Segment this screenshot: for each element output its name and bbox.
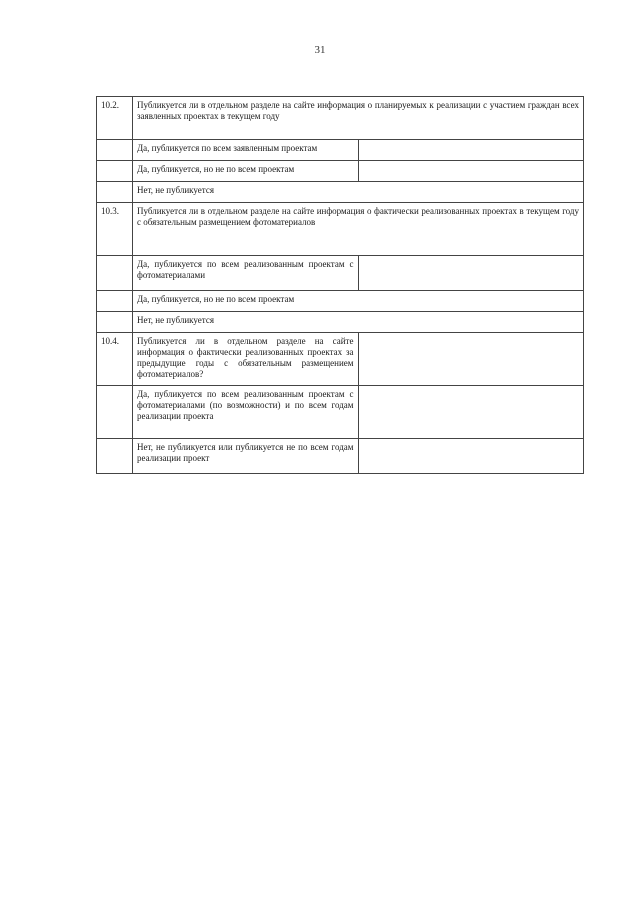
question-row — [97, 203, 584, 256]
option-row — [97, 312, 584, 333]
question-row — [97, 97, 584, 140]
option-number-cell — [97, 312, 133, 333]
option-number-cell — [97, 291, 133, 312]
option-text: Да, публикуется по всем заявленным проектам — [133, 140, 359, 161]
option-row — [97, 161, 584, 182]
option-row — [97, 439, 584, 474]
question-text: Публикуется ли в отдельном разделе на сайте информация о фактически реализованных проектах за предыдущие годы с обязательным размещением фотоматериалов? — [133, 333, 359, 386]
option-row — [97, 291, 584, 312]
option-row — [97, 182, 584, 203]
page-number: 31 — [314, 44, 326, 56]
option-text: Да, публикуется по всем реализованным проектам с фотоматериалами — [133, 256, 359, 291]
answer-cell[interactable] — [358, 140, 584, 161]
survey-table — [96, 96, 584, 474]
option-text: Нет, не публикуется или публикуется не по всем годам реализации проект — [133, 439, 359, 474]
option-number-cell — [97, 161, 133, 182]
option-text: Да, публикуется, но не по всем проектам — [133, 291, 584, 312]
option-text: Да, публикуется, но не по всем проектам — [133, 161, 359, 182]
option-number-cell — [97, 386, 133, 439]
answer-cell[interactable] — [358, 256, 584, 291]
option-text: Да, публикуется по всем реализованным проектам с фотоматериалами (по возможности) и по всем годам реализации проекта — [133, 386, 359, 439]
answer-cell[interactable] — [358, 161, 584, 182]
option-number-cell — [97, 256, 133, 291]
option-row — [97, 256, 584, 291]
question-text: Публикуется ли в отдельном разделе на сайте информация о планируемых к реализации с участием граждан всех заявленных проектах в текущем году — [133, 97, 584, 140]
option-number-cell — [97, 182, 133, 203]
option-text: Нет, не публикуется — [133, 312, 584, 333]
answer-cell[interactable] — [358, 386, 584, 439]
question-number: 10.2. — [97, 97, 133, 140]
question-number: 10.4. — [97, 333, 133, 386]
option-text: Нет, не публикуется — [133, 182, 584, 203]
option-row — [97, 386, 584, 439]
answer-cell[interactable] — [358, 333, 584, 386]
question-row — [97, 333, 584, 386]
answer-cell[interactable] — [358, 439, 584, 474]
option-number-cell — [97, 140, 133, 161]
option-number-cell — [97, 439, 133, 474]
question-number: 10.3. — [97, 203, 133, 256]
option-row — [97, 140, 584, 161]
question-text: Публикуется ли в отдельном разделе на сайте информация о фактически реализованных проектах в текущем году с обязательным размещением фотоматериалов — [133, 203, 584, 256]
